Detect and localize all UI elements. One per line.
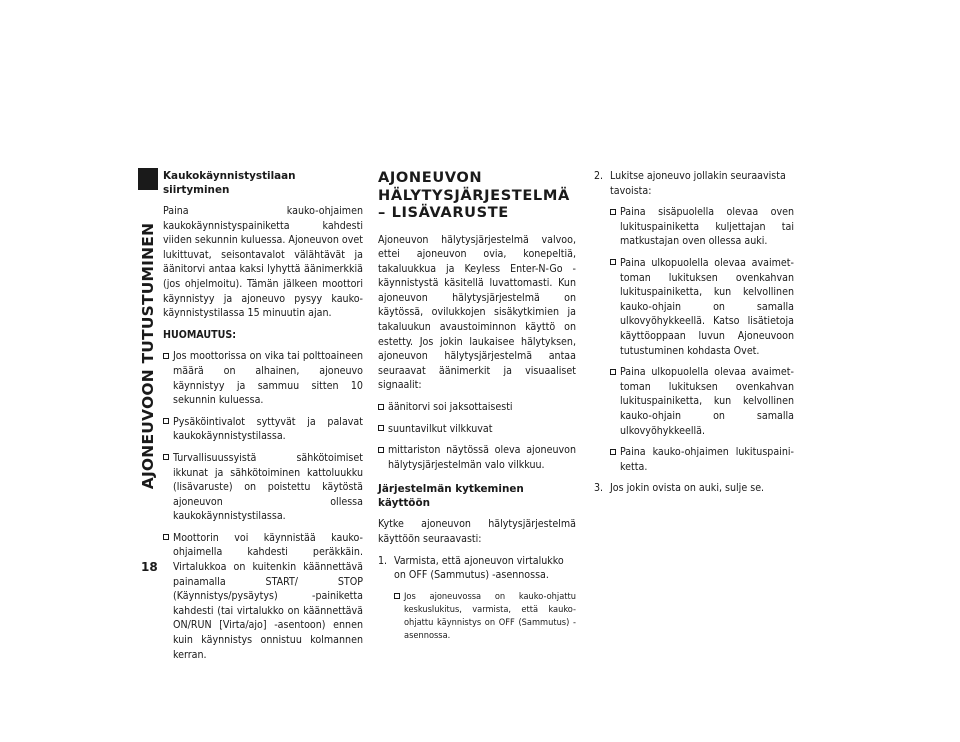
alarm-intro: Ajoneuvon hälytysjärjestelmä valvoo, ettei ajoneuvon ovia, konepeltiä, takaluukkua ja Keyless Enter-N-Go -käynnistystä käsitellä luvattomasti. Kun ajoneuvon hälytysjärjestelmä on käytössä, ovilukkojen sisäkytkimien ja takaluukun avaustoiminnon käyttö on estetty. Jos jokin laukaisee hälytyksen, ajoneuvon hälytysjärjestelmä antaa seuraavat äänimerkit ja visuaaliset signaalit: — [378, 233, 576, 392]
list-item: Paina sisäpuolella olevaa oven lukituspainiketta kuljettajan tai matkustajan oven ollessa auki. — [610, 205, 794, 249]
step-note-list — [394, 590, 576, 643]
checkbox-bullet-icon — [163, 534, 169, 540]
list-item: mittariston näytössä oleva ajoneuvon hälytysjärjestelmän valo vilkkuu. — [378, 443, 576, 472]
list-item: Jos moottorissa on vika tai polttoaineen määrä on alhainen, ajoneuvo käynnistyy ja sammuu sitten 10 sekunnin kuluessa. — [163, 349, 363, 407]
checkbox-bullet-icon — [610, 449, 616, 455]
note-label: HUOMAUTUS: — [163, 328, 237, 341]
arming-intro: Kytke ajoneuvon hälytysjärjestelmä käyttöön seuraavasti: — [378, 518, 576, 545]
list-item: Moottorin voi käynnistää kauko-ohjaimella kahdesti peräkkäin. Virtalukkoa on kuitenkin käännettävä painamalla START/ STOP (Käynnistys/pysäytys) -painiketta kahdesti (tai virtalukko on käännettävä ON/RUN [Virta/ajo] -asentoon) ennen kuin käynnistys onnistuu kolmannen kerran. — [163, 531, 363, 662]
list-item: Paina kauko-ohjaimen lukituspainiketta. — [610, 445, 794, 474]
section-title-alarm: AJONEUVON HÄLYTYSJÄRJESTELMÄ – LISÄVARUSTE — [378, 169, 570, 221]
step-number: 2. — [594, 170, 604, 182]
arming-steps — [378, 554, 576, 643]
step-item: 3. Jos jokin ovista on auki, sulje se. — [594, 482, 765, 495]
column-left — [163, 169, 363, 662]
remote-start-intro: Paina kauko-ohjaimen kaukokäynnistyspainiketta kahdesti viiden sekunnin kuluessa. Ajoneuvon ovet lukittuvat, seisontavalot välähtävät ja äänitorvi antaa kaksi lyhyttä äänimerkkiä (jos ohjelmoitu). Tämän jälkeen moottori käynnistyy ja ajoneuvo pysyy kaukokäynnistystilassa 15 minuutin ajan. — [163, 205, 363, 320]
lock-method-list — [610, 205, 794, 474]
step-item: 1. Varmista, että ajoneuvon virtalukko on OFF (Sammutus) -asennossa. Jos ajoneuvossa on kauko-ohjattu keskuslukitus, varmista, että kauko-ohjattu käynnistys on OFF (Sammutus) -asennossa. — [378, 554, 576, 642]
checkbox-bullet-icon — [163, 353, 169, 359]
checkbox-bullet-icon — [378, 447, 384, 453]
chapter-title: AJONEUVOON TUTUSTUMINEN — [139, 222, 157, 490]
list-item: äänitorvi soi jaksottaisesti — [378, 400, 576, 415]
checkbox-bullet-icon — [163, 418, 169, 424]
column-right — [594, 169, 794, 496]
step-number: 1. — [378, 554, 388, 567]
checkbox-bullet-icon — [378, 425, 384, 431]
alarm-signal-list — [378, 400, 576, 472]
list-item: suuntavilkut vilkkuvat — [378, 422, 576, 437]
arming-steps-continued — [594, 169, 794, 496]
step-number: 3. — [594, 482, 604, 495]
chapter-side-tab — [138, 168, 158, 518]
page-number: 18 — [141, 560, 158, 574]
subsection-heading-arming: Järjestelmän kytkeminen käyttöön — [378, 483, 524, 510]
list-item: Paina ulkopuolella olevaa avaimettoman lukituksen ovenkahvan lukituspainiketta, kun kelvollinen kauko-ohjain on samalla ulkovyöhykkeellä. — [610, 365, 794, 438]
step-item: 2. Lukitse ajoneuvo jollakin seuraavista tavoista: Paina sisäpuolella olevaa oven lukituspainiketta kuljettajan tai matkustajan oven ollessa auki. Paina ulkopuolella olevaa avaimettoman lukituksen ovenkahvan lukituspainiketta, kun kelvollinen kauko-ohjain on samalla ulkovyöhykkeellä. Katso lisätietoja käyttöoppaan luvun Ajoneuvoon tutustuminen kohdasta Ovet. Paina ulkopuolella olevaa avaimettoman lukituksen ovenkahvan lukituspainiketta, kun kelvollinen kauko-ohjain on samalla ulkovyöhykkeellä. Paina kauko-ohjaimen lukituspainiketta. — [594, 170, 794, 473]
checkbox-bullet-icon — [610, 209, 616, 215]
checkbox-bullet-icon — [163, 454, 169, 460]
section-heading-remote-start: Kaukokäynnistystilaan siirtyminen — [163, 170, 296, 196]
checkbox-bullet-icon — [610, 259, 616, 265]
checkbox-bullet-icon — [394, 593, 400, 599]
checkbox-bullet-icon — [378, 404, 384, 410]
column-middle — [378, 169, 576, 643]
list-item: Paina ulkopuolella olevaa avaimettoman lukituksen ovenkahvan lukituspainiketta, kun kelvollinen kauko-ohjain on samalla ulkovyöhykkeellä. Katso lisätietoja käyttöoppaan luvun Ajoneuvoon tutustuminen kohdasta Ovet. — [610, 256, 794, 358]
list-item: Turvallisuussyistä sähkötoimiset ikkunat ja sähkötoiminen kattoluukku (lisävaruste) on poistettu käytöstä ajoneuvon ollessa kaukokäynnistystilassa. — [163, 451, 363, 524]
list-item: Jos ajoneuvossa on kauko-ohjattu keskuslukitus, varmista, että kauko-ohjattu käynnistys on OFF (Sammutus) -asennossa. — [394, 590, 576, 643]
checkbox-bullet-icon — [610, 369, 616, 375]
note-list — [163, 349, 363, 662]
list-item: Pysäköintivalot syttyvät ja palavat kaukokäynnistystilassa. — [163, 415, 363, 444]
chapter-tab-marker — [138, 168, 158, 190]
